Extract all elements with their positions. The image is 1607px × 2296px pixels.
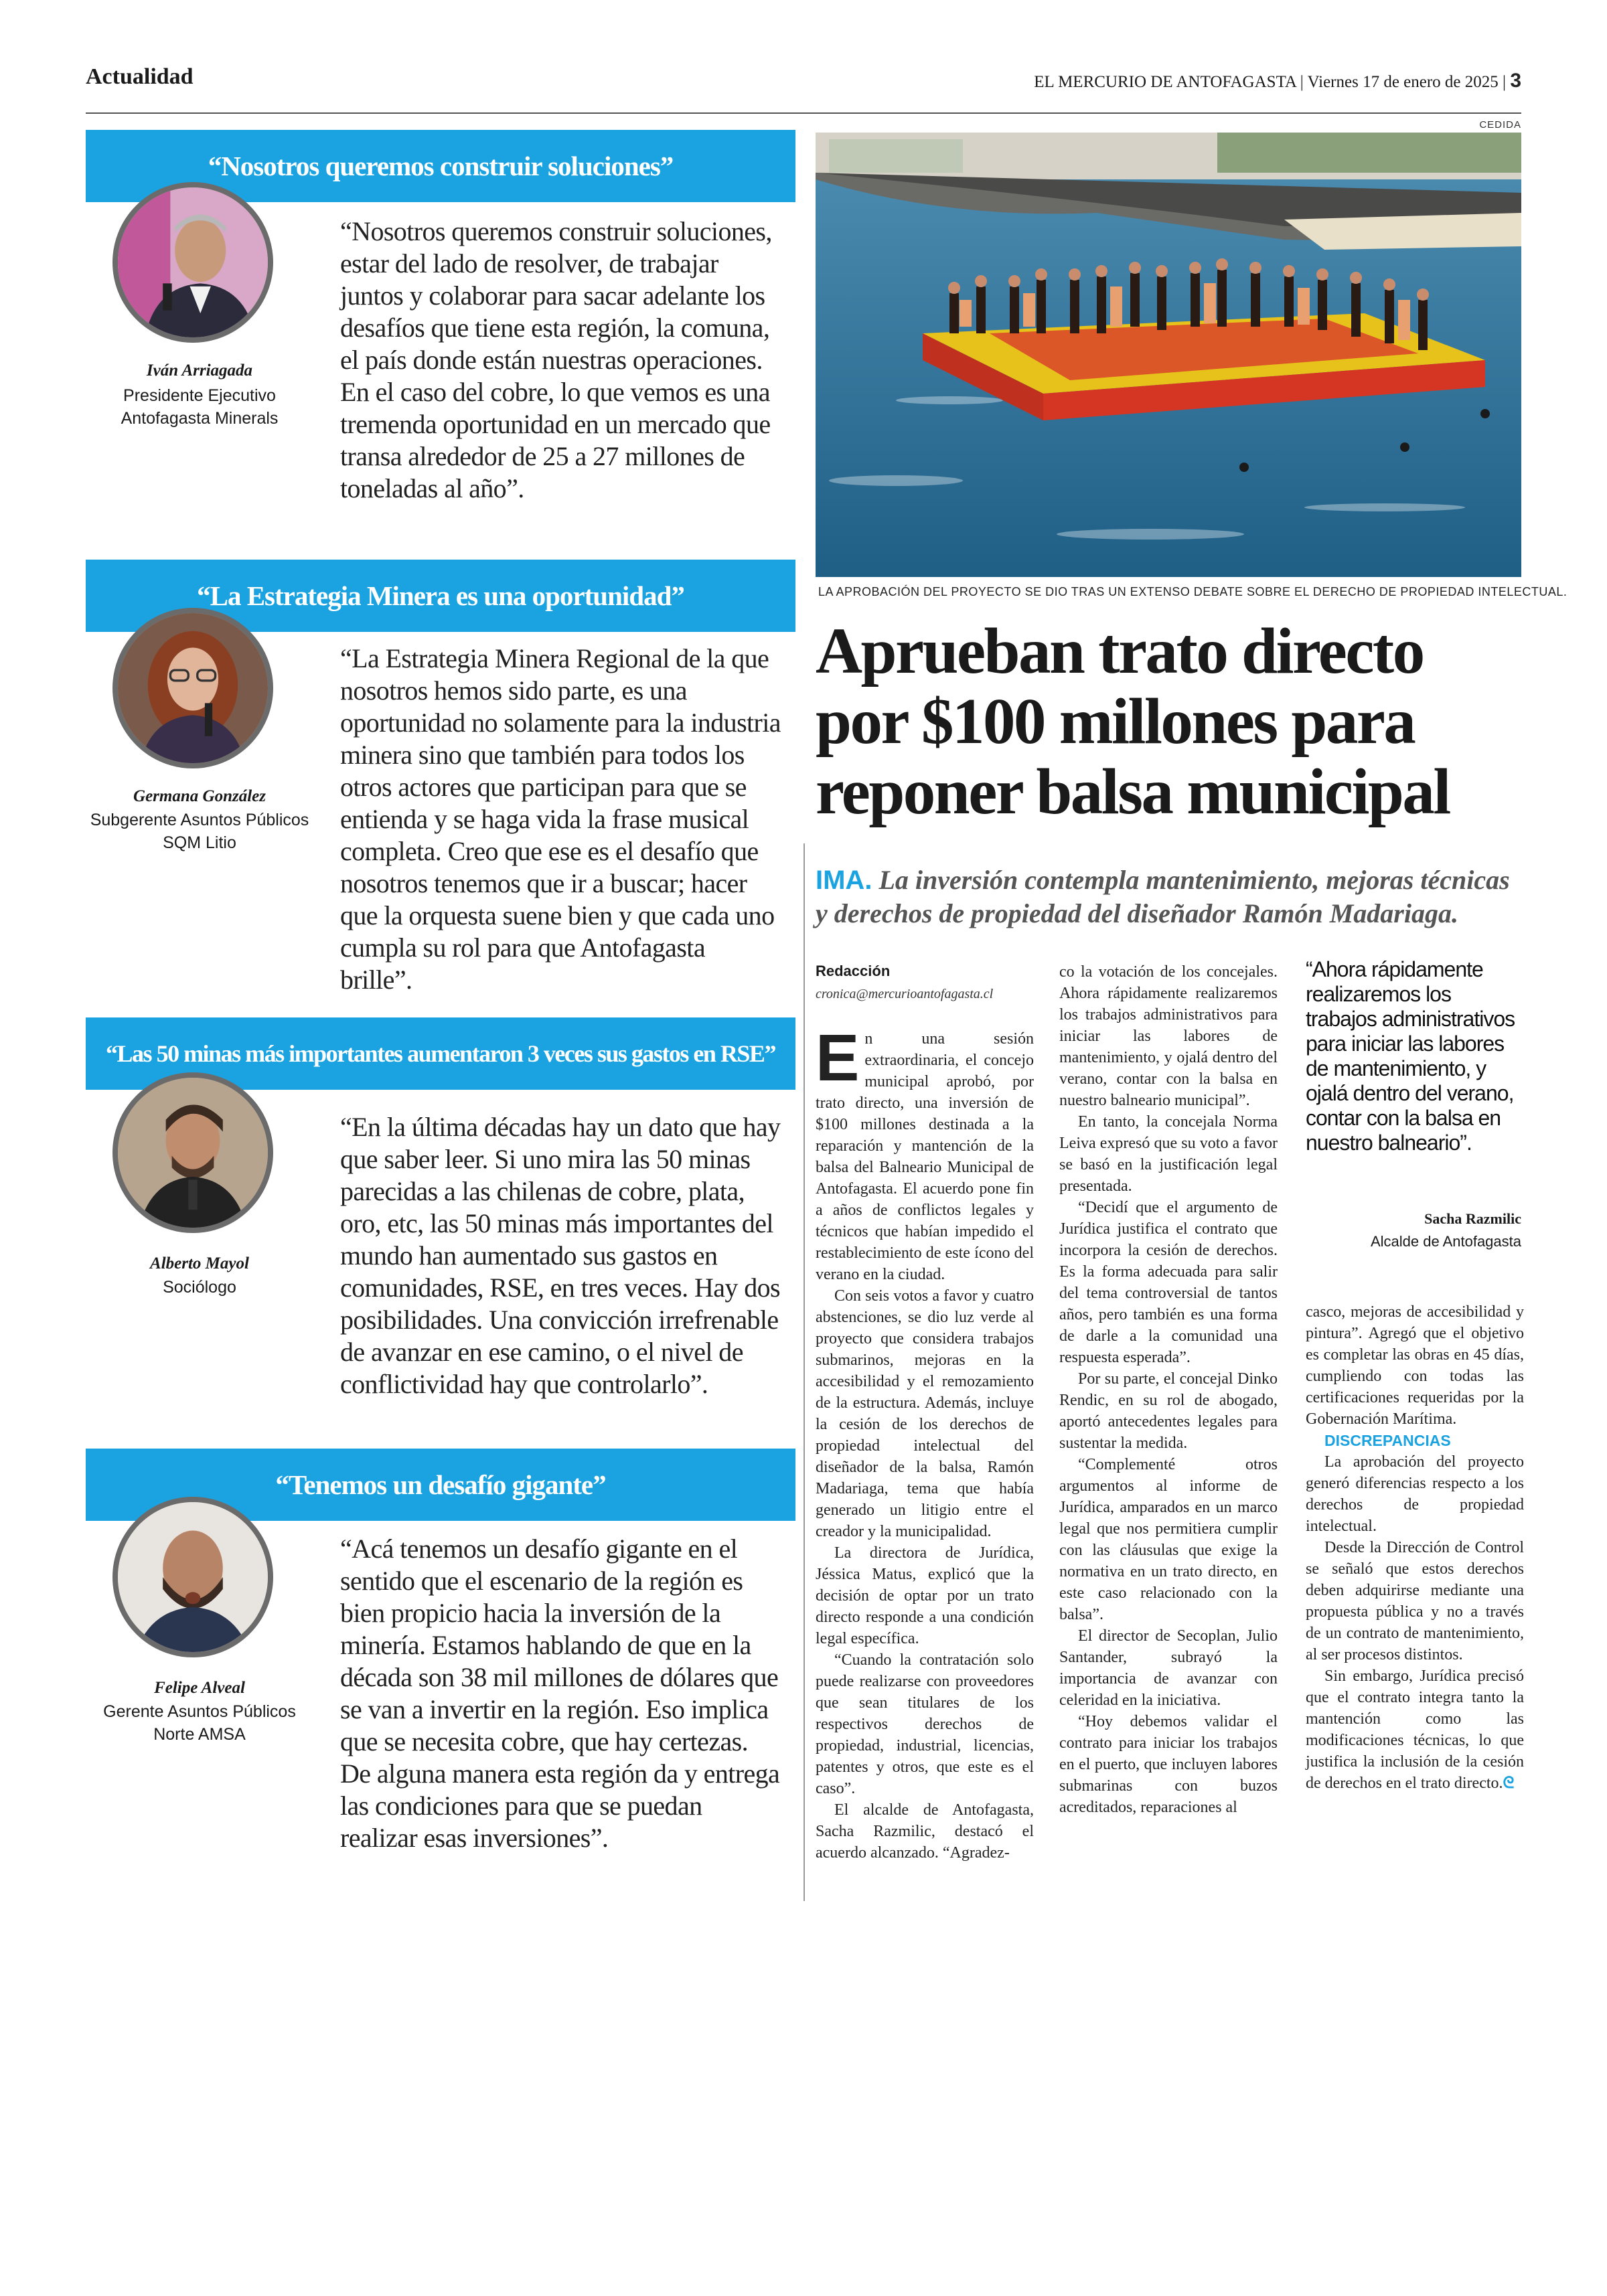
pull-quote-role: Alcalde de Antofagasta: [1370, 1233, 1521, 1250]
article-paragraph: co la votación de los concejales. Ahora rápidamente realizaremos los trabajos administrativos para iniciar las labores de mantenimiento, y ojalá dentro del verano, contar con la balsa en nuestro balneario municipal”.: [1059, 963, 1278, 1109]
photo-caption: LA APROBACIÓN DEL PROYECTO SE DIO TRAS UN EXTENSO DEBATE SOBRE EL DERECHO DE PROPIEDAD INTELECTUAL.: [818, 585, 1567, 598]
end-mark-icon: ᘓ: [1503, 1775, 1515, 1792]
issue-date: Viernes 17 de enero de 2025: [1307, 73, 1499, 91]
article-column-3: [1306, 1301, 1524, 1794]
portrait-felipe-alveal: [112, 1497, 273, 1657]
quote-text: “Nosotros queremos construir soluciones, estar del lado de resolver, de trabajar juntos y colaborar para sacar adelante los desafíos que tiene esta región, la comuna, el país donde están nuestras operaciones. En el caso del cobre, lo que vemos es una tremenda oportunidad en un mercado que transa alrededor de 25 a 27 millones de toneladas al año”.: [340, 216, 772, 503]
column-divider: [804, 843, 805, 1901]
speaker-role: Subgerente Asuntos Públicos SQM Litio: [90, 811, 309, 852]
speaker-name: Germana González: [133, 787, 266, 805]
article-paragraph: El alcalde de Antofagasta, Sacha Razmilic, destacó el acuerdo alcanzado. “Agradez-: [816, 1801, 1034, 1862]
quote-text: “En la última décadas hay un dato que hay que saber leer. Si uno mira las 50 minas parecidas a las chilenas de cobre, plata, oro, etc, las 50 minas más importantes del mundo han aumentado sus gastos en comunidades, RSE, en tres veces. Hay dos posibilidades. Una convicción irrefrenable de avanzar en ese camino, o el nivel de conflictividad hay que controlarlo”.: [340, 1112, 781, 1399]
portrait-germana-gonzalez: [112, 608, 273, 768]
article-paragraph: [1306, 1665, 1524, 1794]
header-separator: |: [1300, 73, 1308, 91]
article-column-2: [1059, 961, 1278, 1818]
article-paragraph: Con seis votos a favor y cuatro abstenciones, se dio luz verde al proyecto que considera trabajos submarinos, mejoras en la accesibilidad y el remozamiento de la estructura. Además, incluye la cesión de los derechos de propiedad intelectual del diseñador de la balsa, Ramón Madariaga, tema que había generado un litigio entre el creador y la municipalidad.: [816, 1287, 1034, 1540]
paragraph-text: n una sesión extraordinaria, el concejo municipal aprobó, por trato directo, una inversión de $100 millones destinada a la reparación y mantención de la balsa del Balneario Municipal de Antofagasta. El acuerdo pone fin a años de conflictos legales y técnicos que habían impedido el restablecimiento de este ícono del verano en la ciudad.: [816, 1030, 1034, 1283]
article-paragraph: Desde la Dirección de Control se señaló que estos derechos deben adquirirse mediante una propuesta pública y no a través de un contrato de mantenimiento, al ser procesos distintos.: [1306, 1539, 1524, 1663]
article-paragraph: La directora de Jurídica, Jéssica Matus, explicó que la decisión de optar por un trato directo responde a una condición legal específica.: [816, 1544, 1034, 1647]
article-paragraph: “Cuando la contratación solo puede realizarse con proveedores que sean titulares de los respectivos derechos de propiedad, industrial, licencias, patentes y otros, que este es el caso”.: [816, 1651, 1034, 1797]
speaker-name: Felipe Alveal: [154, 1679, 245, 1697]
article-paragraph: [816, 1021, 1034, 1285]
article-paragraph: En tanto, la concejala Norma Leiva expresó que su voto a favor se basó en la justificación legal presentada.: [1059, 1113, 1278, 1195]
portrait-alberto-mayol: [112, 1072, 273, 1233]
header-rule: [86, 112, 1521, 114]
pull-quote-name: Sacha Razmilic: [1424, 1210, 1521, 1227]
deck-text: La inversión contempla mantenimiento, mejoras técnicas y derechos de propiedad del diseñador Ramón Madariaga.: [816, 865, 1510, 928]
article-paragraph: “Hoy debemos validar el contrato para iniciar los trabajos en el puerto, que incluyen labores submarinas con buzos acreditados, reparaciones al: [1059, 1713, 1278, 1816]
quote-title-bar: “Nosotros queremos construir soluciones”: [86, 130, 795, 202]
portrait-ivan-arriagada: [112, 182, 273, 343]
article-paragraph: “Complementé otros argumentos al informe de Jurídica, amparados en un marco legal que nos permitiera cumplir con las cláusulas que exige la normativa en un trato directo, en este caso relacionado con la balsa”.: [1059, 1456, 1278, 1623]
portrait-image: [118, 1078, 268, 1228]
article-paragraph: “Decidí que el argumento de Jurídica justifica el contrato que incorpora la cesión de derechos. Es la forma adecuada para salir del tema controversial de tantos años, pero también es una forma de darle a la comunidad una respuesta esperada”.: [1059, 1199, 1278, 1366]
speaker-role: Gerente Asuntos Públicos Norte AMSA: [103, 1702, 296, 1744]
photo-credit: CEDIDA: [1479, 119, 1521, 131]
article-paragraph: casco, mejoras de accesibilidad y pintura”. Agregó que el objetivo es completar las obras en 45 días, cumpliendo con todas las certificaciones requeridas por la Gobernación Marítima.: [1306, 1303, 1524, 1428]
quote-title-bar: “La Estrategia Minera es una oportunidad”: [86, 560, 795, 632]
author-email[interactable]: cronica@mercurioantofagasta.cl: [816, 987, 994, 1001]
balsa-photo-image: [816, 133, 1521, 577]
speaker-role: Sociólogo: [163, 1278, 236, 1297]
drop-cap: E: [816, 1021, 860, 1094]
quote-title-bar: “Tenemos un desafío gigante”: [86, 1449, 795, 1521]
page-number: 3: [1510, 70, 1521, 92]
speaker-name: Iván Arriagada: [146, 361, 253, 380]
paragraph-text: Sin embargo, Jurídica precisó que el contrato integra tanto la mantención como las modificaciones técnicas, lo que justifica la inclusión de la cesión de derechos en el trato directo.: [1306, 1667, 1524, 1792]
section-subhead: DISCREPANCIAS: [1324, 1432, 1451, 1449]
quote-text: “Acá tenemos un desafío gigante en el sentido que el escenario de la región es bien propicio hacia la inversión de la minería. Estamos hablando de que en la década son 38 mil millones de dólares que se van a invertir en la región. Eso implica que se necesita cobre, que hay certezas. De alguna manera esta región da y entrega las condiciones para que se puedan realizar esas inversiones”.: [340, 1534, 780, 1853]
quote-title-bar: “Las 50 minas más importantes aumentaron 3 veces sus gastos en RSE”: [86, 1017, 795, 1090]
portrait-image: [118, 613, 268, 763]
speaker-role: Presidente Ejecutivo Antofagasta Minerals: [121, 386, 279, 428]
header-separator: |: [1503, 73, 1511, 91]
article-paragraph: El director de Secoplan, Julio Santander, subrayó la importancia de avanzar con celeridad en la iniciativa.: [1059, 1627, 1278, 1709]
publication-name: EL MERCURIO DE ANTOFAGASTA: [1034, 73, 1296, 91]
article-deck: [816, 864, 1525, 930]
deck-keyword: IMA.: [816, 866, 872, 895]
portrait-image: [118, 1502, 268, 1652]
page-header-info: [1034, 70, 1521, 92]
quote-text: “La Estrategia Minera Regional de la que nosotros hemos sido parte, es una oportunidad no solamente para la industria minera sino que también para todos los otros actores que participan para que se entienda y se haga vida la frase musical completa. Creo que ese es el desafío que nosotros tenemos que ir a buscar; hacer que la orquesta suene bien y que cada uno cumpla su rol para que Antofagasta brille”.: [340, 643, 781, 995]
article-headline: Aprueban trato directo por $100 millones para reponer balsa municipal: [816, 615, 1450, 827]
article-paragraph: Por su parte, el concejal Dinko Rendic, en su rol de abogado, aportó antecedentes legales para sustentar la medida.: [1059, 1370, 1278, 1452]
byline: Redacción: [816, 963, 891, 979]
pull-quote: “Ahora rápidamente realizaremos los trabajos administrativos para iniciar las labores de mantenimiento, y ojalá dentro del verano, contar con la balsa en nuestro balneario”.: [1306, 957, 1515, 1155]
speaker-name: Alberto Mayol: [150, 1254, 249, 1273]
article-paragraph: La aprobación del proyecto generó diferencias respecto a los derechos de propiedad intelectual.: [1306, 1453, 1524, 1535]
balsa-photo: [816, 133, 1521, 577]
section-title: Actualidad: [86, 64, 194, 89]
portrait-image: [118, 187, 268, 337]
article-column-1: [816, 1021, 1034, 1864]
